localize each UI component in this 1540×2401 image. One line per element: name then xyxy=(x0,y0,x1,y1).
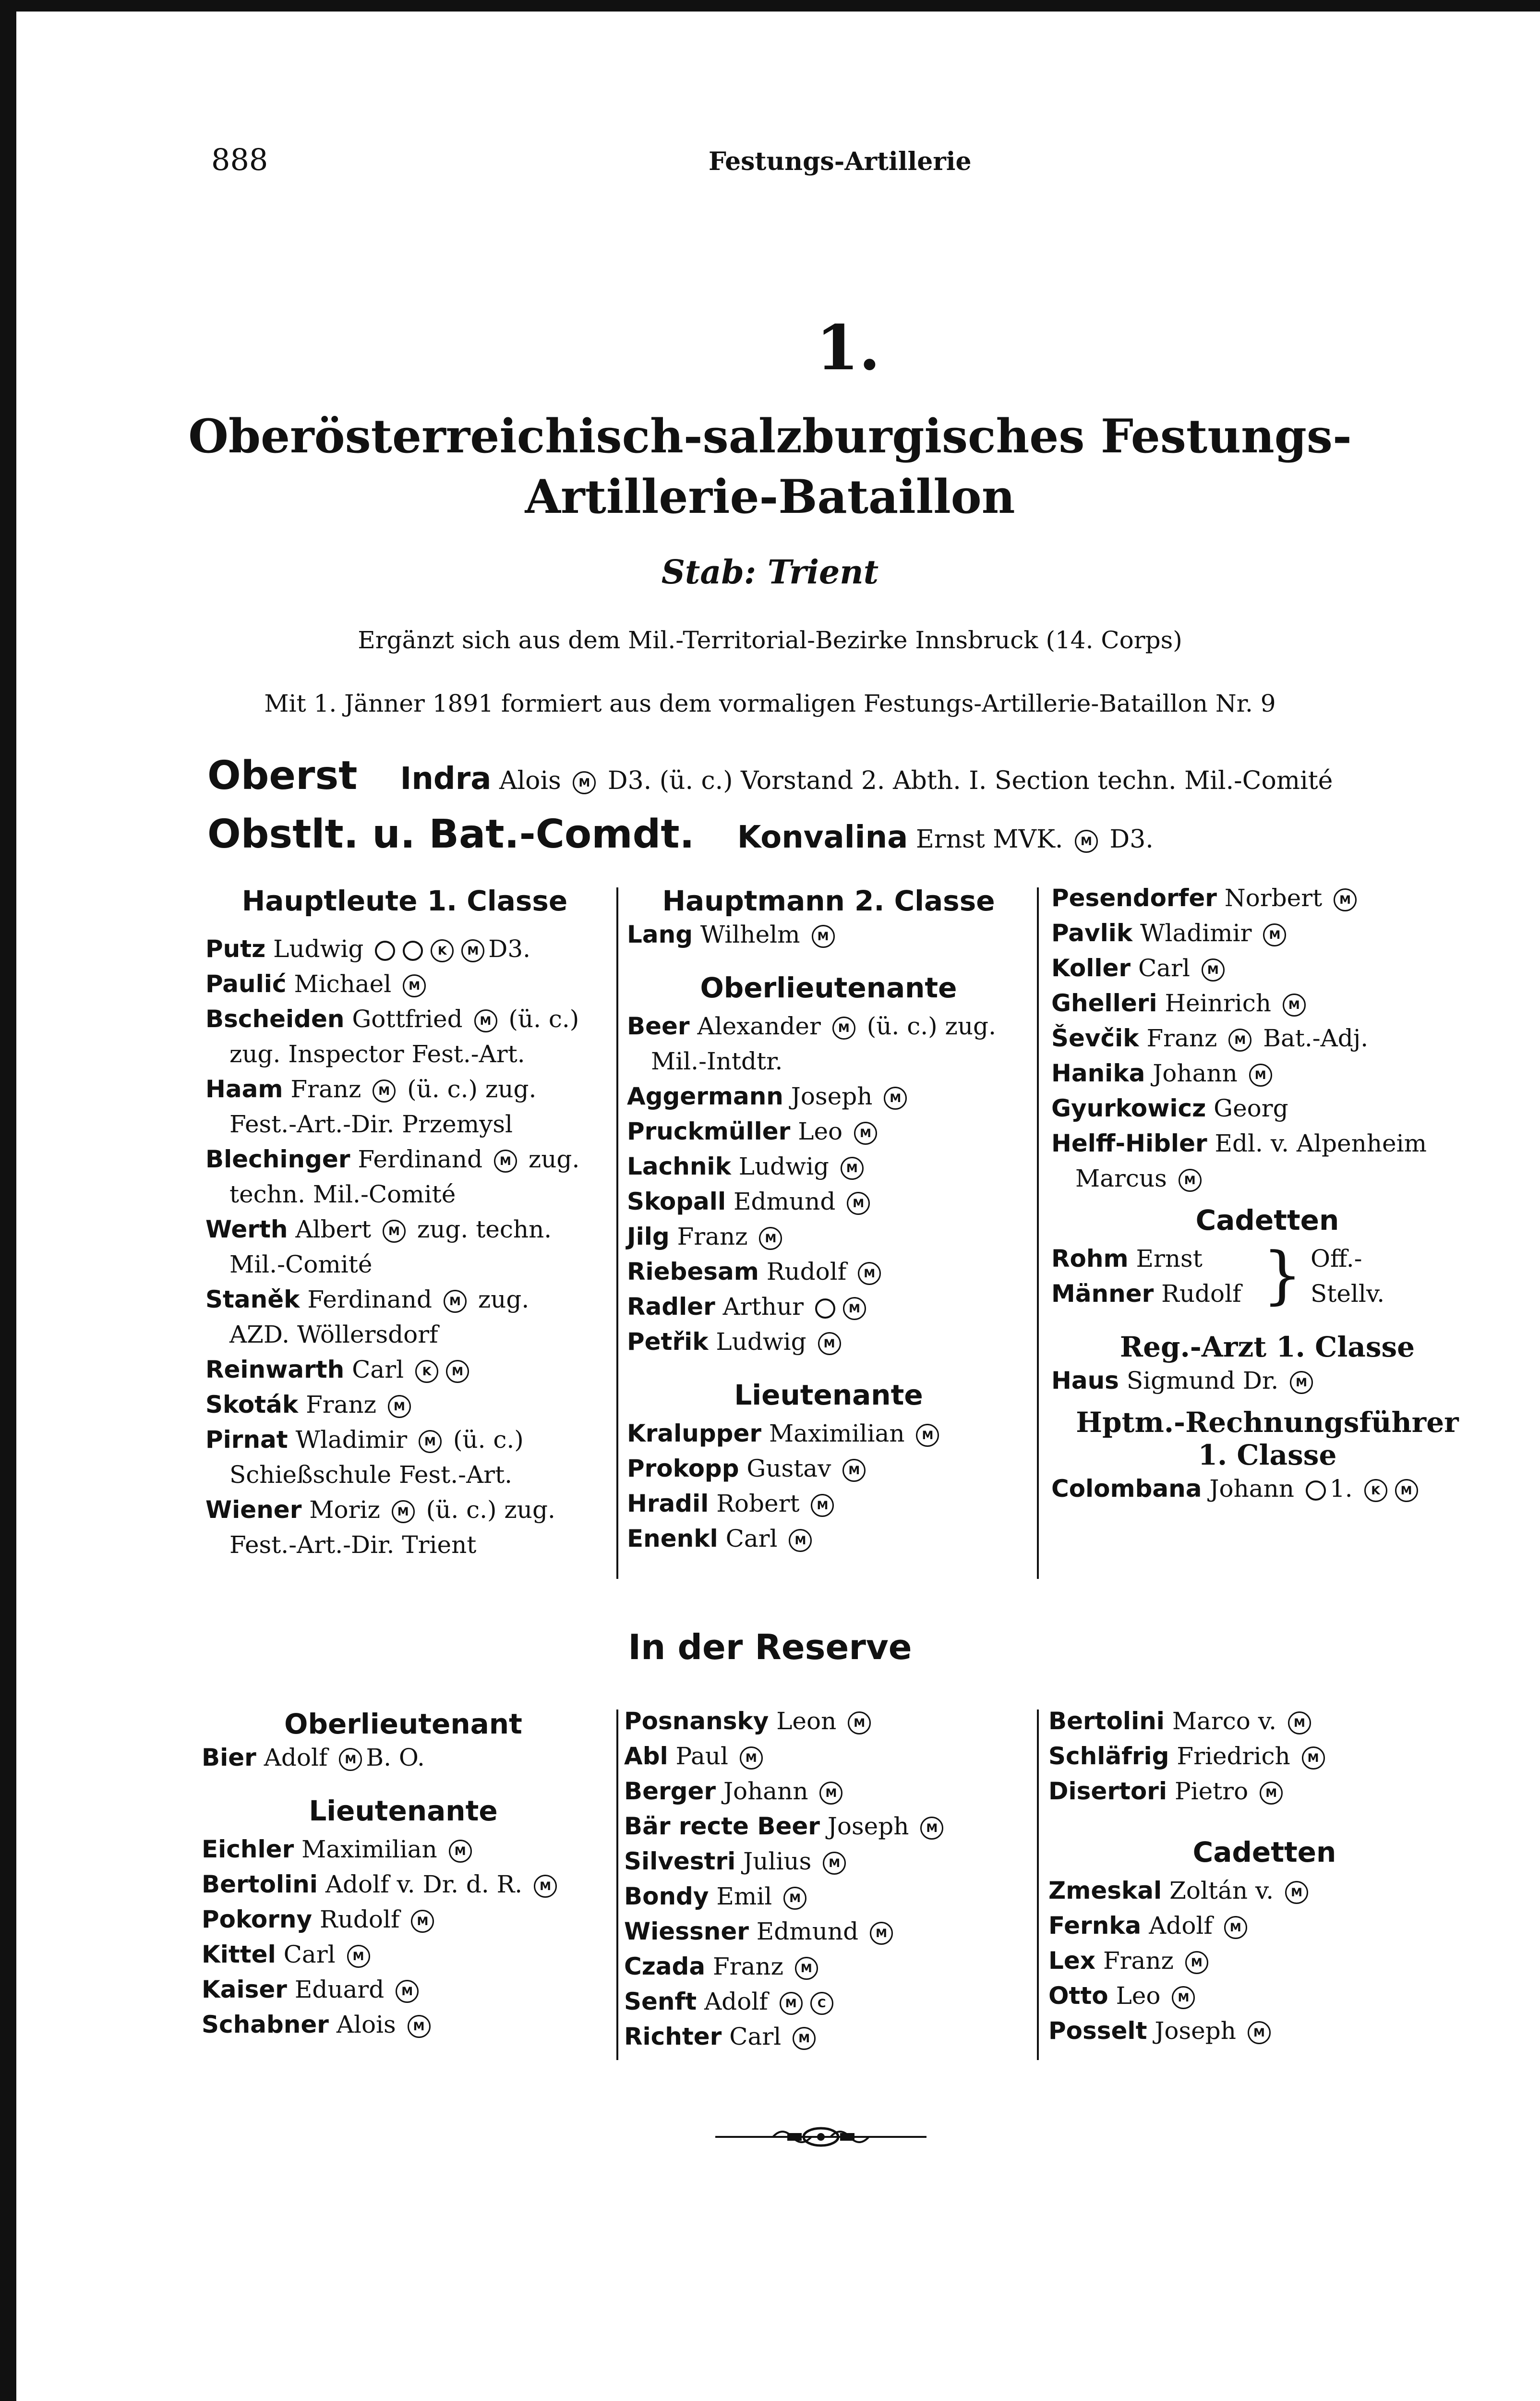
header-oberlieutenante: Oberlieutenante xyxy=(700,971,957,1004)
m-badge-icon: M xyxy=(1228,1029,1251,1052)
cadet-note: Off.- xyxy=(1311,1245,1362,1273)
m-badge-icon: M xyxy=(818,1332,841,1355)
m-badge-icon: M xyxy=(388,1395,411,1418)
list-item: Bertolini Marco v. M xyxy=(1048,1704,1480,1739)
list-item: Bscheiden Gottfried M (ü. c.) xyxy=(205,1005,579,1033)
obstlt-given: Ernst xyxy=(915,825,985,854)
list-item: AZD. Wöllersdorf xyxy=(229,1321,438,1348)
list-item: Kralupper Maximilian M xyxy=(627,1416,1030,1451)
list-item: Bär recte Beer Joseph M xyxy=(624,1809,1027,1844)
m-badge-icon: M xyxy=(1302,1746,1325,1770)
title-line-1: Oberösterreichisch-salzburgisches Festungs- xyxy=(188,409,1352,463)
m-badge-icon: M xyxy=(444,1290,467,1313)
running-title: Festungs-Artillerie xyxy=(709,147,972,176)
order-ring-icon xyxy=(815,1298,835,1319)
header-cadetten: Cadetten xyxy=(1195,1204,1339,1237)
m-badge-icon: M xyxy=(396,1980,419,2003)
header-lieutenante: Lieutenante xyxy=(734,1379,923,1411)
m-badge-icon: M xyxy=(789,1529,812,1552)
list-item: Mil.-Comité xyxy=(229,1250,373,1278)
k-badge-icon: K xyxy=(431,939,454,962)
m-badge-icon: M xyxy=(870,1922,893,1945)
list-item: Prokopp Gustav M xyxy=(627,1451,1030,1486)
m-badge-icon: M xyxy=(884,1087,907,1110)
header-reg-arzt: Reg.-Arzt 1. Classe xyxy=(1119,1331,1415,1363)
list-item: Aggermann Joseph M xyxy=(627,1079,1030,1114)
list-item: Zmeskal Zoltán v. M xyxy=(1048,1873,1480,1908)
header-oberlieutenant: Oberlieutenant xyxy=(284,1708,522,1740)
list-item: Jilg Franz M xyxy=(627,1219,1030,1254)
list-item: Pruckmüller Leo M xyxy=(627,1114,1030,1149)
k-badge-icon: K xyxy=(415,1360,438,1383)
m-badge-icon: M xyxy=(411,1910,434,1933)
column-divider xyxy=(616,1710,618,2060)
list-item: Radler Arthur M xyxy=(627,1289,1030,1324)
list-item: Helff-Hibler Edl. v. Alpenheim xyxy=(1051,1129,1427,1157)
m-badge-icon: M xyxy=(1202,958,1225,982)
m-badge-icon: M xyxy=(1283,994,1306,1017)
ornament-divider-icon xyxy=(715,2122,926,2151)
list-item: Koller Carl M xyxy=(1051,951,1483,986)
list-item: Gyurkowicz Georg xyxy=(1051,1094,1288,1122)
list-item: Fest.-Art.-Dir. Przemysl xyxy=(229,1110,513,1138)
k-badge-icon: K xyxy=(1364,1479,1387,1502)
reserve-left xyxy=(202,1708,605,2042)
list-item: Schabner Alois M xyxy=(202,2007,605,2042)
list-item: Posselt Joseph M xyxy=(1048,2013,1480,2049)
m-badge-icon: M xyxy=(795,1957,818,1980)
m-badge-icon: M xyxy=(1395,1479,1418,1502)
m-badge-icon: M xyxy=(854,1122,877,1145)
rank-obstlt: Obstlt. u. Bat.-Comdt. xyxy=(207,812,695,857)
m-badge-icon: M xyxy=(920,1817,943,1840)
list-item: Fest.-Art.-Dir. Trient xyxy=(229,1531,477,1559)
title-line-2: Artillerie-Bataillon xyxy=(525,470,1015,524)
m-badge-icon: M xyxy=(848,1711,871,1734)
obstlt-line xyxy=(207,812,1154,857)
m-badge-icon: M xyxy=(383,1220,406,1243)
m-badge-icon: M xyxy=(446,1360,469,1383)
m-badge-icon: M xyxy=(1285,1881,1308,1904)
m-badge-icon: M xyxy=(1263,923,1286,946)
obstlt-rest2: D3. xyxy=(1109,825,1154,854)
obstlt-name: Konvalina xyxy=(737,820,908,855)
m-badge-icon: M xyxy=(474,1009,497,1032)
header-hauptleute: Hauptleute 1. Classe xyxy=(241,885,568,917)
list-item: Bondy Emil M xyxy=(624,1879,1027,1914)
list-item: Paulić Michael M xyxy=(205,967,604,1002)
list-item: Pesendorfer Norbert M xyxy=(1051,881,1483,916)
column-divider xyxy=(1037,1710,1039,2060)
list-item: Eichler Maximilian M xyxy=(202,1832,605,1867)
list-item: Ševčik Franz M Bat.-Adj. xyxy=(1051,1024,1369,1052)
order-ring-icon xyxy=(1306,1480,1326,1501)
m-badge-icon: M xyxy=(1334,888,1357,911)
oberst-given: Alois xyxy=(499,766,561,795)
list-item: Haus Sigmund Dr. M xyxy=(1051,1363,1483,1398)
list-item: Disertori Pietro M xyxy=(1048,1774,1480,1809)
list-item: Ghelleri Heinrich M xyxy=(1051,986,1483,1021)
list-item: Skopall Edmund M xyxy=(627,1184,1030,1219)
list-item: Wiessner Edmund M xyxy=(624,1914,1027,1949)
list-item: Schießschule Fest.-Art. xyxy=(229,1461,513,1489)
oberst-name: Indra xyxy=(400,761,492,797)
list-item: Wiener Moriz M (ü. c.) zug. xyxy=(205,1496,555,1524)
list-item: Lang Wilhelm M xyxy=(627,917,1030,952)
m-badge-icon: M xyxy=(841,1157,864,1180)
list-item: Reinwarth Carl K M xyxy=(205,1352,604,1387)
list-item: Petřik Ludwig M xyxy=(627,1324,1030,1359)
m-badge-icon: M xyxy=(842,1459,866,1482)
order-ring-icon xyxy=(375,941,395,961)
list-item: Enenkl Carl M xyxy=(627,1521,1030,1556)
list-item: Posnansky Leon M xyxy=(624,1704,1027,1739)
m-badge-icon: M xyxy=(373,1079,396,1103)
m-badge-icon: M xyxy=(1260,1782,1283,1805)
m-badge-icon: M xyxy=(812,925,835,948)
m-badge-icon: M xyxy=(740,1746,763,1770)
list-item: Czada Franz M xyxy=(624,1949,1027,1984)
m-badge-icon: M xyxy=(847,1192,870,1215)
m-badge-icon: M xyxy=(1179,1169,1202,1192)
cadet-note: Stellv. xyxy=(1311,1280,1385,1308)
m-badge-icon: M xyxy=(1185,1951,1208,1974)
header-lieutenante-reserve: Lieutenante xyxy=(309,1795,498,1827)
list-item: techn. Mil.-Comité xyxy=(229,1180,456,1208)
m-badge-icon: M xyxy=(843,1297,866,1320)
oberst-line xyxy=(207,753,1333,799)
info-line-2: Mit 1. Jänner 1891 formiert aus dem vormaligen Festungs-Artillerie-Bataillon Nr. 9 xyxy=(264,690,1276,717)
m-badge-icon: M xyxy=(858,1262,881,1285)
brace-icon: } xyxy=(1263,1238,1302,1311)
cadets-block xyxy=(1051,1238,1483,1311)
list-item: Blechinger Ferdinand M zug. xyxy=(205,1145,580,1173)
m-badge-icon: M xyxy=(780,1992,803,2015)
list-item: Fernka Adolf M xyxy=(1048,1908,1480,1943)
m-badge-icon: M xyxy=(793,2027,816,2050)
column-hauptleute xyxy=(205,885,604,1563)
list-item: zug. Inspector Fest.-Art. xyxy=(229,1040,525,1068)
list-item: Lex Franz M xyxy=(1048,1943,1480,1978)
m-badge-icon: M xyxy=(339,1748,362,1771)
m-badge-icon: M xyxy=(392,1500,415,1523)
list-item: Hradil Robert M xyxy=(627,1486,1030,1521)
header-cadetten-reserve: Cadetten xyxy=(1192,1836,1336,1868)
m-badge-icon: M xyxy=(823,1852,846,1875)
section-number: 1. xyxy=(816,312,880,384)
obstlt-rest: MVK. xyxy=(993,825,1063,854)
m-badge-icon: M xyxy=(573,771,596,794)
column-divider xyxy=(1037,887,1039,1579)
rank-oberst: Oberst xyxy=(207,753,358,799)
header-rechnungsfuehrer-classe: 1. Classe xyxy=(1198,1439,1337,1471)
column-hauptmann-oberlieutenante xyxy=(627,885,1030,1556)
list-item: Putz Ludwig K M D3. xyxy=(205,935,531,963)
m-badge-icon: M xyxy=(494,1150,517,1173)
page-number: 888 xyxy=(211,142,268,177)
m-badge-icon: M xyxy=(832,1017,855,1040)
m-badge-icon: M xyxy=(534,1875,557,1898)
list-item: Marcus M xyxy=(1051,1161,1483,1196)
list-item: Lachnik Ludwig M xyxy=(627,1149,1030,1184)
m-badge-icon: M xyxy=(811,1494,834,1517)
m-badge-icon: M xyxy=(1249,1064,1272,1087)
list-item: Skoták Franz M xyxy=(205,1387,604,1422)
m-badge-icon: M xyxy=(403,974,426,997)
stab: Stab: Trient xyxy=(661,553,879,592)
m-badge-icon: M xyxy=(1248,2021,1271,2044)
list-item: Rohm Ernst xyxy=(1051,1245,1203,1273)
list-item: Bertolini Adolf v. Dr. d. R. M xyxy=(202,1867,605,1902)
list-item: Richter Carl M xyxy=(624,2019,1027,2054)
column-divider xyxy=(616,887,618,1579)
list-item: Werth Albert M zug. techn. xyxy=(205,1215,552,1243)
list-item: Pavlik Wladimir M xyxy=(1051,916,1483,951)
order-ring-icon xyxy=(403,941,423,961)
m-badge-icon: M xyxy=(1224,1916,1247,1939)
list-item: Haam Franz M (ü. c.) zug. xyxy=(205,1075,537,1103)
list-item: Männer Rudolf xyxy=(1051,1280,1241,1308)
list-item: Staněk Ferdinand M zug. xyxy=(205,1285,529,1313)
list-item: Berger Johann M xyxy=(624,1774,1027,1809)
reserve-middle xyxy=(624,1704,1027,2054)
m-badge-icon: M xyxy=(1290,1371,1313,1394)
reserve-right xyxy=(1048,1704,1480,2049)
m-badge-icon: M xyxy=(1075,830,1098,853)
column-right-top xyxy=(1051,881,1483,1506)
info-line-1: Ergänzt sich aus dem Mil.-Territorial-Bezirke Innsbruck (14. Corps) xyxy=(358,626,1182,654)
list-item: Senft Adolf M C xyxy=(624,1984,1027,2019)
m-badge-icon: M xyxy=(461,939,484,962)
reserve-title: In der Reserve xyxy=(628,1627,912,1667)
m-badge-icon: M xyxy=(408,2015,431,2038)
list-item: Abl Paul M xyxy=(624,1739,1027,1774)
list-item: Beer Alexander M (ü. c.) zug. xyxy=(627,1012,996,1040)
list-item: Otto Leo M xyxy=(1048,1978,1480,2013)
list-item: Schläfrig Friedrich M xyxy=(1048,1739,1480,1774)
m-badge-icon: M xyxy=(783,1887,806,1910)
list-item: Silvestri Julius M xyxy=(624,1844,1027,1879)
header-hauptmann-2: Hauptmann 2. Classe xyxy=(662,885,995,917)
m-badge-icon: M xyxy=(419,1430,442,1453)
list-item: Mil.-Intdtr. xyxy=(651,1047,783,1075)
list-item: Bier Adolf M B. O. xyxy=(202,1744,425,1771)
list-item: Riebesam Rudolf M xyxy=(627,1254,1030,1289)
list-item: Kaiser Eduard M xyxy=(202,1972,605,2007)
m-badge-icon: M xyxy=(759,1227,782,1250)
list-item: Colombana Johann 1. K M xyxy=(1051,1471,1483,1506)
m-badge-icon: M xyxy=(1172,1986,1195,2009)
m-badge-icon: M xyxy=(449,1840,472,1863)
list-item: Kittel Carl M xyxy=(202,1937,605,1972)
m-badge-icon: M xyxy=(819,1782,842,1805)
list-item: Pokorny Rudolf M xyxy=(202,1902,605,1937)
header-rechnungsfuehrer: Hptm.-Rechnungsführer xyxy=(1076,1406,1459,1439)
list-item: Hanika Johann M xyxy=(1051,1056,1483,1091)
oberst-rest: D3. (ü. c.) Vorstand 2. Abth. I. Section techn. Mil.-Comité xyxy=(607,766,1333,795)
list-item: Pirnat Wladimir M (ü. c.) xyxy=(205,1426,524,1454)
c-badge-icon: C xyxy=(810,1992,833,2015)
m-badge-icon: M xyxy=(347,1945,370,1968)
m-badge-icon: M xyxy=(1288,1711,1311,1734)
m-badge-icon: M xyxy=(916,1424,939,1447)
